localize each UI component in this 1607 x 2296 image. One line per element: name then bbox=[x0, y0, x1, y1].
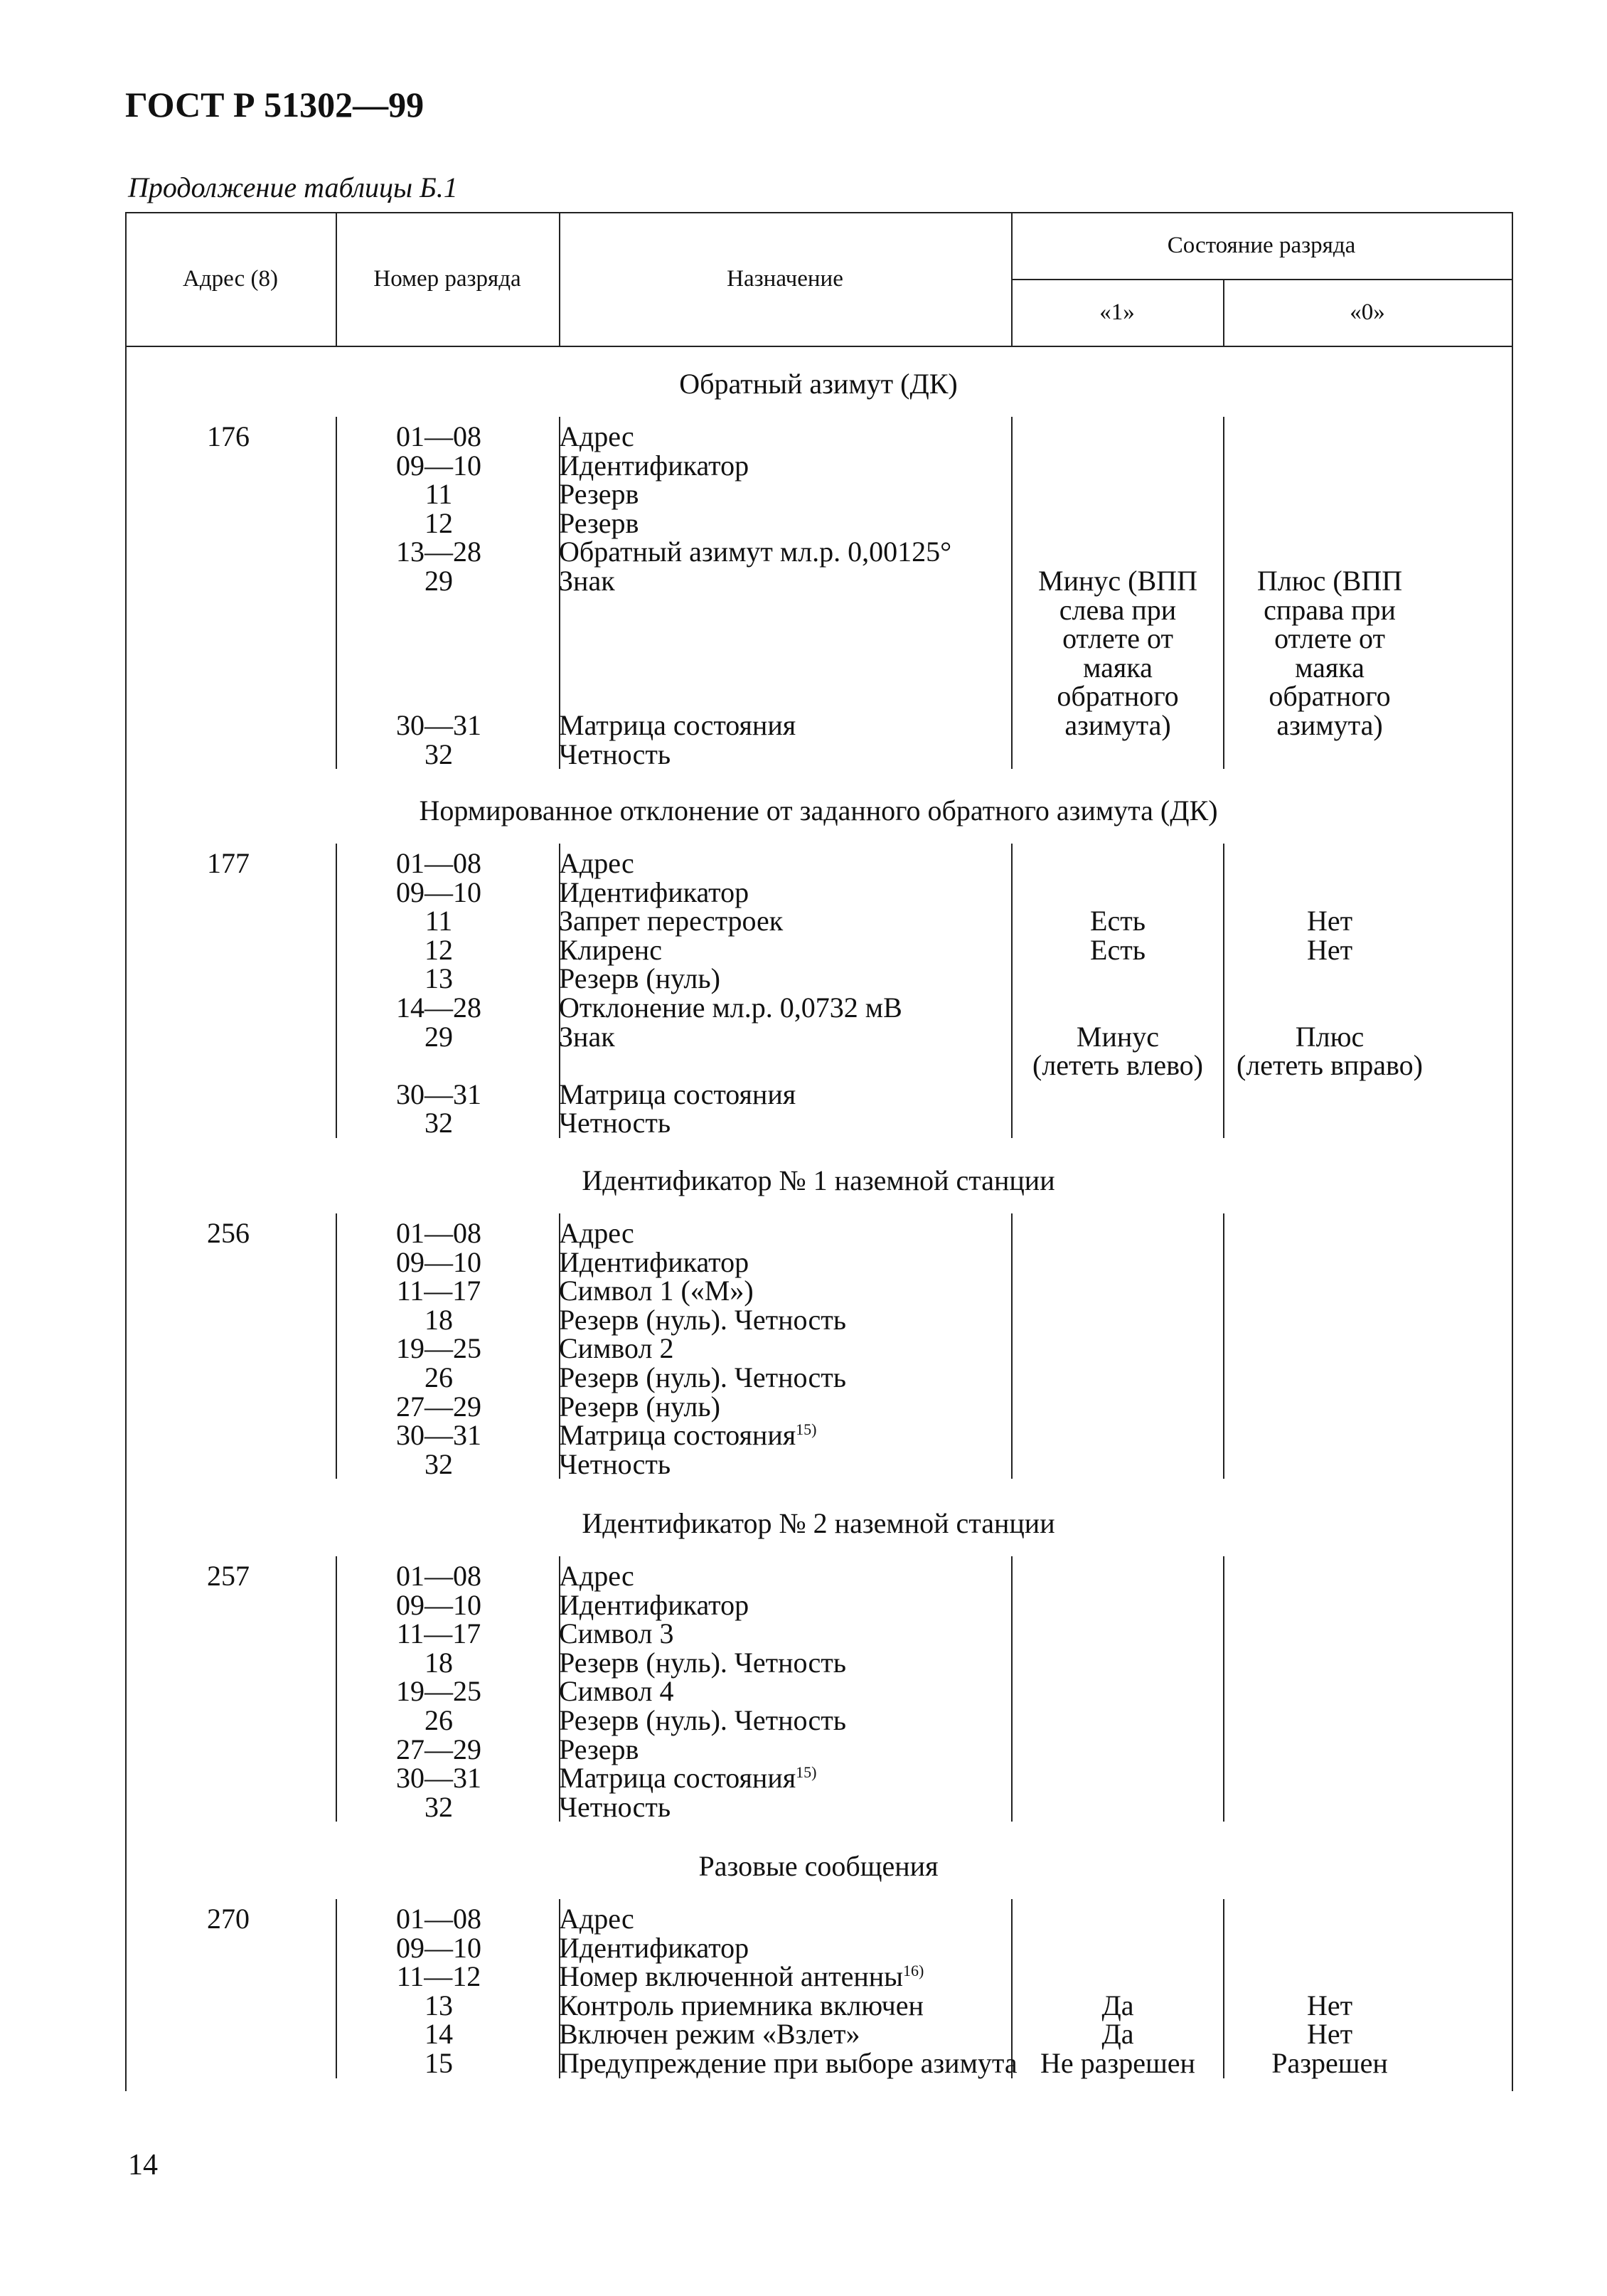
bit-number: 30—31 bbox=[396, 1078, 481, 1110]
footnote-ref: 15) bbox=[796, 1763, 817, 1782]
purpose-label: Резерв (нуль) bbox=[559, 962, 720, 995]
purpose-label: Номер включенной антенны bbox=[559, 1960, 904, 1993]
purpose-text bbox=[559, 1421, 1213, 1450]
table-caption: Продолжение таблицы Б.1 bbox=[128, 171, 458, 203]
purpose-label: Символ 1 («М») bbox=[559, 1275, 754, 1307]
state-text-line: справа при bbox=[1264, 593, 1396, 626]
purpose-text bbox=[559, 740, 1213, 770]
bit-number: 12 bbox=[425, 933, 453, 966]
header-bottom-border bbox=[125, 346, 1512, 347]
column-header-purpose: Назначение bbox=[727, 265, 843, 292]
purpose-label: Контроль приемника включен bbox=[559, 1989, 924, 2021]
bit-number: 13—28 bbox=[396, 536, 481, 568]
bit-number: 32 bbox=[425, 1107, 453, 1139]
purpose-label: Идентификатор bbox=[559, 449, 749, 482]
bit-number: 01—08 bbox=[396, 1560, 481, 1592]
bit-number: 30—31 bbox=[396, 709, 481, 741]
column-header-bit-number: Номер разряда bbox=[373, 265, 521, 292]
bit-number: 01—08 bbox=[396, 1217, 481, 1249]
purpose-text bbox=[559, 1790, 1213, 1823]
purpose-label: Адрес bbox=[559, 847, 634, 879]
state-zero-value bbox=[1223, 567, 1436, 740]
bit-number: 29 bbox=[425, 1020, 453, 1053]
state-zero-value bbox=[1223, 907, 1436, 936]
purpose-text bbox=[559, 1361, 1213, 1393]
purpose-label: Адрес bbox=[559, 1560, 634, 1592]
state-text-line: Минус bbox=[1076, 1020, 1160, 1053]
bit-number: 13 bbox=[425, 1989, 453, 2021]
bit-number: 26 bbox=[425, 1704, 453, 1736]
bit-number: 30—31 bbox=[396, 1762, 481, 1795]
purpose-label: Знак bbox=[559, 1020, 615, 1053]
purpose-text bbox=[559, 964, 1213, 994]
state-one-value bbox=[1011, 907, 1224, 936]
state-one-value bbox=[1011, 1989, 1224, 2021]
purpose-text bbox=[559, 1277, 1213, 1306]
state-zero-value bbox=[1223, 2020, 1436, 2049]
section-title: Идентификатор № 1 наземной станции bbox=[582, 1164, 1055, 1196]
purpose-text bbox=[559, 1764, 1213, 1793]
purpose-label: Адрес bbox=[559, 420, 634, 452]
purpose-label: Матрица состояния bbox=[559, 709, 796, 741]
purpose-text bbox=[559, 1733, 1213, 1765]
bit-number: 14—28 bbox=[396, 992, 481, 1024]
bit-number: 19—25 bbox=[396, 1675, 481, 1708]
bit-number: 11—17 bbox=[396, 1275, 481, 1307]
address-value: 270 bbox=[207, 1903, 250, 1935]
footnote-ref: 15) bbox=[796, 1420, 817, 1439]
state-text-line: обратного bbox=[1269, 680, 1391, 713]
purpose-text bbox=[559, 1390, 1213, 1423]
bit-number: 19—25 bbox=[396, 1332, 481, 1365]
state-text-line: Да bbox=[1101, 1989, 1134, 2021]
state-one-value bbox=[1011, 2020, 1224, 2049]
purpose-label: Резерв bbox=[559, 506, 639, 539]
state-text-line: маяка bbox=[1295, 651, 1365, 684]
bit-number: 01—08 bbox=[396, 1903, 481, 1935]
purpose-text bbox=[559, 1646, 1213, 1679]
purpose-text bbox=[559, 878, 1213, 908]
purpose-label: Четность bbox=[559, 1790, 671, 1823]
purpose-label: Адрес bbox=[559, 1217, 634, 1249]
state-text-line: маяка bbox=[1083, 651, 1153, 684]
purpose-text bbox=[559, 1706, 1213, 1736]
bit-number: 26 bbox=[425, 1361, 453, 1393]
bit-number: 29 bbox=[425, 565, 453, 597]
address-value: 257 bbox=[207, 1560, 250, 1592]
bit-number: 11 bbox=[425, 905, 453, 937]
section-title: Разовые сообщения bbox=[698, 1850, 939, 1882]
column-rule bbox=[1223, 1556, 1224, 1822]
purpose-label: Матрица состояния bbox=[559, 1419, 796, 1452]
bit-number: 09—10 bbox=[396, 876, 481, 908]
purpose-label: Резерв (нуль). Четность bbox=[559, 1361, 847, 1393]
purpose-label: Четность bbox=[559, 1107, 671, 1139]
purpose-label: Резерв (нуль). Четность bbox=[559, 1704, 847, 1736]
state-text-line: Минус (ВПП bbox=[1038, 565, 1197, 597]
purpose-label: Запрет перестроек bbox=[559, 905, 784, 937]
purpose-label: Резерв bbox=[559, 478, 639, 511]
purpose-text bbox=[559, 1588, 1213, 1621]
table-right-border bbox=[1512, 212, 1513, 2091]
bit-number: 27—29 bbox=[396, 1390, 481, 1423]
purpose-text bbox=[559, 1303, 1213, 1336]
purpose-label: Резерв bbox=[559, 1733, 639, 1765]
column-header-state-zero: «0» bbox=[1350, 299, 1385, 325]
purpose-text bbox=[559, 1962, 1213, 1992]
state-text-line: Не разрешен bbox=[1040, 2047, 1195, 2079]
purpose-label: Отклонение мл.р. 0,0732 мВ bbox=[559, 992, 902, 1024]
purpose-label: Идентификатор bbox=[559, 876, 749, 908]
bit-number: 18 bbox=[425, 1303, 453, 1336]
state-text-line: Есть bbox=[1090, 905, 1146, 937]
purpose-text bbox=[559, 449, 1213, 482]
bit-number: 11 bbox=[425, 478, 453, 511]
purpose-label: Знак bbox=[559, 565, 615, 597]
purpose-label: Четность bbox=[559, 1447, 671, 1480]
purpose-text bbox=[559, 1617, 1213, 1650]
state-text-line: (лететь вправо) bbox=[1237, 1049, 1423, 1082]
section-title: Нормированное отклонение от заданного обратного азимута (ДК) bbox=[419, 794, 1218, 827]
state-zero-value bbox=[1223, 1020, 1436, 1082]
bit-number: 09—10 bbox=[396, 1588, 481, 1621]
bit-number: 09—10 bbox=[396, 1931, 481, 1964]
bit-number: 01—08 bbox=[396, 847, 481, 879]
purpose-text bbox=[559, 1931, 1213, 1964]
purpose-label: Матрица состояния bbox=[559, 1762, 796, 1795]
bit-number: 15 bbox=[425, 2047, 453, 2079]
bit-number: 30—31 bbox=[396, 1419, 481, 1452]
purpose-label: Матрица состояния bbox=[559, 1078, 796, 1110]
purpose-text bbox=[559, 849, 1213, 878]
bit-number: 09—10 bbox=[396, 1245, 481, 1278]
state-text-line: Да bbox=[1101, 2018, 1134, 2051]
purpose-label: Символ 3 bbox=[559, 1617, 674, 1650]
state-text-line: слева при bbox=[1059, 593, 1177, 626]
column-header-address: Адрес (8) bbox=[183, 265, 278, 292]
purpose-label: Адрес bbox=[559, 1903, 634, 1935]
state-one-value bbox=[1011, 933, 1224, 966]
state-text-line: Нет bbox=[1306, 2018, 1353, 2051]
address-value: 177 bbox=[207, 847, 250, 879]
column-header-state-one: «1» bbox=[1099, 299, 1135, 325]
state-zero-value bbox=[1223, 1989, 1436, 2021]
state-one-value bbox=[1011, 2049, 1224, 2078]
section-title: Идентификатор № 2 наземной станции bbox=[582, 1507, 1055, 1539]
purpose-label: Идентификатор bbox=[559, 1931, 749, 1964]
purpose-text bbox=[559, 1080, 1213, 1110]
purpose-label: Резерв (нуль) bbox=[559, 1390, 720, 1423]
bit-number: 11—17 bbox=[396, 1617, 481, 1650]
purpose-text bbox=[559, 1109, 1213, 1138]
data-table bbox=[125, 212, 1512, 2091]
purpose-label: Клиренс bbox=[559, 933, 662, 966]
state-text-line: Разрешен bbox=[1271, 2047, 1388, 2079]
purpose-label: Резерв (нуль). Четность bbox=[559, 1646, 847, 1679]
document-header: ГОСТ Р 51302—99 bbox=[125, 85, 425, 124]
address-value: 176 bbox=[207, 420, 250, 452]
purpose-label: Предупреждение при выборе азимута bbox=[559, 2047, 1018, 2079]
bit-number: 27—29 bbox=[396, 1733, 481, 1765]
state-text-line: Нет bbox=[1306, 933, 1353, 966]
state-text-line: отлете от bbox=[1274, 622, 1385, 655]
table-left-border bbox=[125, 212, 127, 2091]
address-value: 256 bbox=[207, 1217, 250, 1249]
purpose-text bbox=[559, 1447, 1213, 1480]
state-one-value bbox=[1011, 567, 1224, 740]
bit-number: 14 bbox=[425, 2018, 453, 2051]
bit-number: 01—08 bbox=[396, 420, 481, 452]
state-one-value bbox=[1011, 1020, 1224, 1082]
page-number: 14 bbox=[128, 2149, 158, 2181]
bit-number: 11—12 bbox=[396, 1960, 481, 1993]
state-text-line: отлете от bbox=[1062, 622, 1173, 655]
bit-number: 32 bbox=[425, 738, 453, 770]
section-title: Обратный азимут (ДК) bbox=[679, 368, 958, 400]
purpose-text bbox=[559, 480, 1213, 509]
column-rule bbox=[1223, 844, 1224, 1138]
purpose-text bbox=[559, 1334, 1213, 1364]
purpose-text bbox=[559, 1677, 1213, 1706]
footnote-ref: 16) bbox=[903, 1962, 924, 1980]
state-text-line: обратного bbox=[1057, 680, 1179, 713]
state-text-line: азимута) bbox=[1064, 708, 1171, 741]
state-text-line: азимута) bbox=[1276, 708, 1383, 741]
purpose-text bbox=[559, 1562, 1213, 1591]
purpose-text bbox=[559, 1219, 1213, 1248]
state-text-line: Нет bbox=[1306, 905, 1353, 937]
bit-number: 13 bbox=[425, 962, 453, 995]
bit-number: 18 bbox=[425, 1646, 453, 1679]
state-text-line: (лететь влево) bbox=[1032, 1049, 1203, 1082]
purpose-label: Обратный азимут мл.р. 0,00125° bbox=[559, 536, 952, 568]
state-text-line: Плюс bbox=[1295, 1020, 1365, 1053]
state-zero-value bbox=[1223, 933, 1436, 966]
purpose-text bbox=[559, 994, 1213, 1023]
purpose-label: Резерв (нуль). Четность bbox=[559, 1303, 847, 1336]
bit-number: 32 bbox=[425, 1790, 453, 1823]
purpose-text bbox=[559, 1245, 1213, 1278]
purpose-label: Включен режим «Взлет» bbox=[559, 2018, 860, 2051]
purpose-label: Символ 2 bbox=[559, 1332, 674, 1365]
purpose-text bbox=[559, 538, 1213, 567]
column-header-state: Состояние разряда bbox=[1167, 232, 1356, 258]
state-text-line: Плюс (ВПП bbox=[1256, 565, 1403, 597]
state-zero-value bbox=[1223, 2049, 1436, 2078]
purpose-label: Идентификатор bbox=[559, 1588, 749, 1621]
bit-number: 09—10 bbox=[396, 449, 481, 482]
purpose-text bbox=[559, 1905, 1213, 1934]
state-text-line: Есть bbox=[1090, 933, 1146, 966]
purpose-text bbox=[559, 506, 1213, 539]
column-rule bbox=[1223, 1213, 1224, 1479]
purpose-text bbox=[559, 422, 1213, 452]
state-text-line: Нет bbox=[1306, 1989, 1353, 2021]
purpose-label: Символ 4 bbox=[559, 1675, 674, 1708]
purpose-label: Идентификатор bbox=[559, 1245, 749, 1278]
bit-number: 32 bbox=[425, 1447, 453, 1480]
purpose-label: Четность bbox=[559, 738, 671, 770]
bit-number: 12 bbox=[425, 506, 453, 539]
